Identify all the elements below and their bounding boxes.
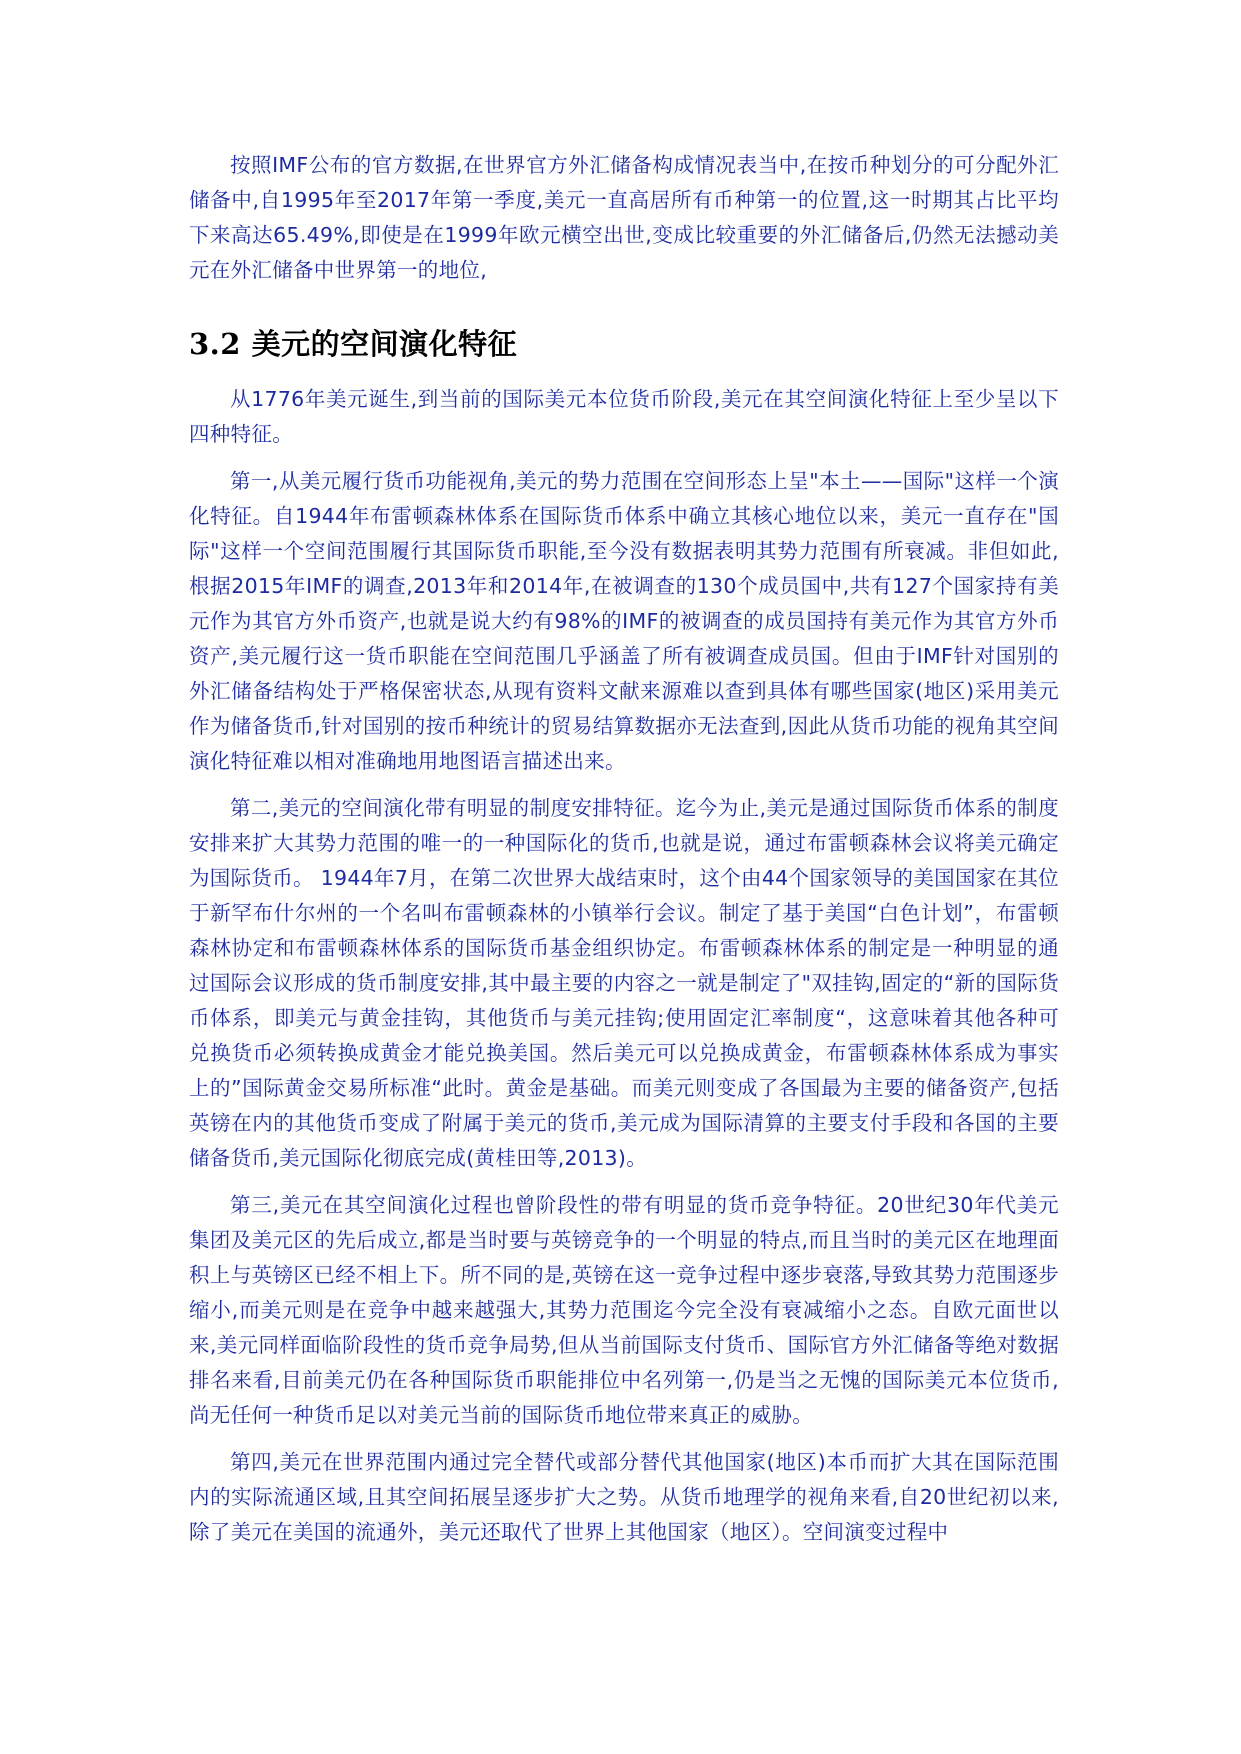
paragraph-overview: 从1776年美元诞生,到当前的国际美元本位货币阶段,美元在其空间演化特征上至少呈以下四种特征。 <box>189 387 1059 446</box>
paragraph-first-feature: 第一,从美元履行货币功能视角,美元的势力范围在空间形态上呈"本土——国际"这样一个演化特征。自1944年布雷顿森林体系在国际货币体系中确立其核心地位以来，美元一直存在"国际"这样一个空间范围履行其国际货币职能,至今没有数据表明其势力范围有所衰减。非但如此,根据2015年IMF的调查,2013年和2014年,在被调查的130个成员国中,共有127个国家持有美元作为其官方外币资产,也就是说大约有98%的IMF的被调查的成员国持有美元作为其官方外币资产,美元履行这一货币职能在空间范围几乎涵盖了所有被调查成员国。但由于IMF针对国别的外汇储备结构处于严格保密状态,从现有资料文献来源难以查到具体有哪些国家(地区)采用美元作为储备货币,针对国别的按币种统计的贸易结算数据亦无法查到,因此从货币功能的视角其空间演化特征难以相对准确地用地图语言描述出来。 <box>189 469 1059 773</box>
section-title: 美元的空间演化特征 <box>251 327 518 361</box>
section-number: 3.2 <box>189 327 241 361</box>
paragraph-third-feature: 第三,美元在其空间演化过程也曾阶段性的带有明显的货币竞争特征。20世纪30年代美元集团及美元区的先后成立,都是当时要与英镑竞争的一个明显的特点,而且当时的美元区在地理面积上与英镑区已经不相上下。所不同的是,英镑在这一竞争过程中逐步衰落,导致其势力范围逐步缩小,而美元则是在竞争中越来越强大,其势力范围迄今完全没有衰减缩小之态。自欧元面世以来,美元同样面临阶段性的货币竞争局势,但从当前国际支付货币、国际官方外汇储备等绝对数据排名来看,目前美元仍在各种国际货币职能排位中名列第一,仍是当之无愧的国际美元本位货币,尚无任何一种货币足以对美元当前的国际货币地位带来真正的威胁。 <box>189 1193 1059 1427</box>
paragraph-fourth-feature: 第四,美元在世界范围内通过完全替代或部分替代其他国家(地区)本币而扩大其在国际范围内的实际流通区域,且其空间拓展呈逐步扩大之势。从货币地理学的视角来看,自20世纪初以来,除了美元在美国的流通外，美元还取代了世界上其他国家（地区）。空间演变过程中 <box>189 1450 1059 1544</box>
intro-paragraph: 按照IMF公布的官方数据,在世界官方外汇储备构成情况表当中,在按币种划分的可分配外汇储备中,自1995年至2017年第一季度,美元一直高居所有币种第一的位置,这一时期其占比平均下来高达65.49%,即使是在1999年欧元横空出世,变成比较重要的外汇储备后,仍然无法撼动美元在外汇储备中世界第一的地位, <box>189 153 1059 282</box>
document-body <box>189 148 1059 1550</box>
section-heading <box>189 324 1059 364</box>
paragraph-second-feature: 第二,美元的空间演化带有明显的制度安排特征。迄今为止,美元是通过国际货币体系的制度安排来扩大其势力范围的唯一的一种国际化的货币,也就是说，通过布雷顿森林会议将美元确定为国际货币。 1944年7月，在第二次世界大战结束时，这个由44个国家领导的美国国家在其位于新罕布什尔州的一个名叫布雷顿森林的小镇举行会议。制定了基于美国“白色计划”，布雷顿森林协定和布雷顿森林体系的国际货币基金组织协定。布雷顿森林体系的制定是一种明显的通过国际会议形成的货币制度安排,其中最主要的内容之一就是制定了"双挂钩,固定的“新的国际货币体系，即美元与黄金挂钩，其他货币与美元挂钩;使用固定汇率制度“，这意味着其他各种可兑换货币必须转换成黄金才能兑换美国。然后美元可以兑换成黄金，布雷顿森林体系成为事实上的”国际黄金交易所标准“此时。黄金是基础。而美元则变成了各国最为主要的储备资产,包括英镑在内的其他货币变成了附属于美元的货币,美元成为国际清算的主要支付手段和各国的主要储备货币,美元国际化彻底完成(黄桂田等,2013)。 <box>189 796 1059 1170</box>
